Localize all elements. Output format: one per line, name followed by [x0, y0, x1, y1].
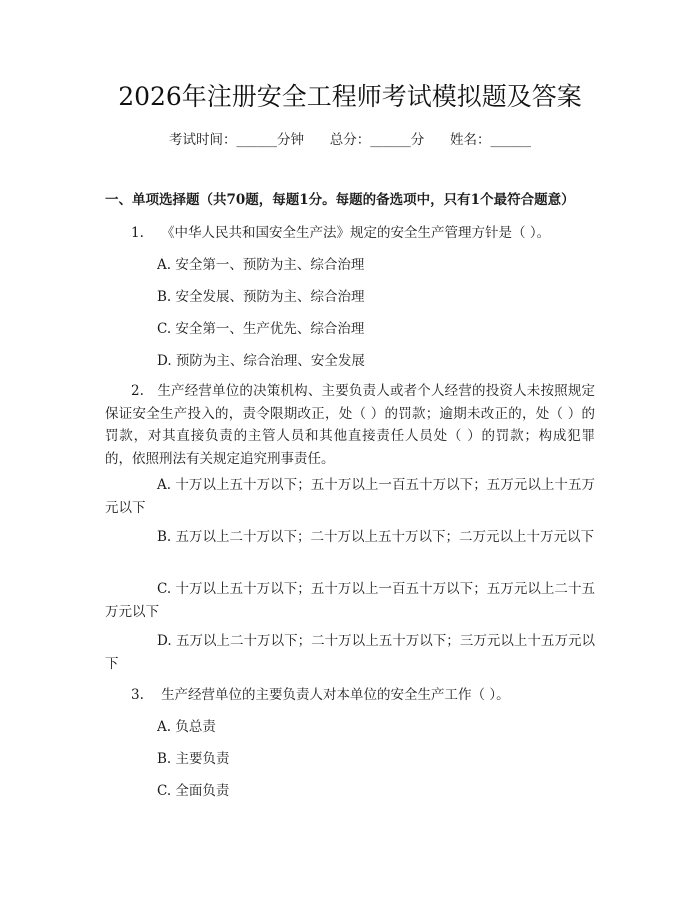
score-label: 总分：	[329, 132, 371, 148]
section-heading: 一、单项选择题（共70题，每题1分。每题的备选项中，只有1个最符合题意）	[105, 192, 575, 208]
exam-info-line	[0, 130, 700, 150]
score-unit: 分	[410, 132, 425, 148]
name-label: 姓名：	[450, 132, 491, 148]
question-1-option-d: D. 预防为主、综合治理、安全发展	[157, 353, 365, 369]
score-blank: ______	[370, 132, 411, 148]
question-text: 生产经营单位的主要负责人对本单位的安全生产工作（ ）。	[161, 687, 510, 703]
question-1-option-b: B. 安全发展、预防为主、综合治理	[157, 289, 365, 305]
question-2-option-b: B. 五万以上二十万以下；二十万以上五十万以下；二万元以上十万元以下	[157, 529, 595, 545]
time-unit: 分钟	[277, 132, 304, 148]
question-1-option-a: A. 安全第一、预防为主、综合治理	[157, 257, 365, 273]
page-title: 2026年注册安全工程师考试模拟题及答案	[118, 82, 582, 111]
question-2-option-d: D. 五万以上二十万以下；二十万以上五十万以下；三万元以上十五万元以下	[105, 633, 595, 672]
question-3	[131, 684, 621, 706]
time-blank: ______	[236, 132, 277, 148]
question-number: 2.	[131, 383, 144, 399]
question-3-option-c: C. 全面负责	[157, 783, 230, 799]
question-1-option-c: C. 安全第一、生产优先、综合治理	[157, 321, 365, 337]
question-text: 生产经营单位的决策机构、主要负责人或者个人经营的投资人未按照规定保证安全生产投入的，责令限期改正，处（ ）的罚款；逾期未改正的，处（ ）的罚款，对其直接负责的主管人员和其他直接责任人员处（ ）的罚款；构成犯罪的，依照刑法有关规定追究刑事责任。	[105, 383, 596, 467]
question-3-option-a: A. 负总责	[157, 719, 216, 735]
question-2-option-a: A. 十万以上五十万以下；五十万以上一百五十万以下；五万元以上十五万元以下	[105, 477, 595, 516]
question-2-option-c: C. 十万以上五十万以下；五十万以上一百五十万以下；五万元以上二十五万元以下	[105, 581, 595, 620]
time-label: 考试时间：	[169, 132, 237, 148]
question-number: 1.	[131, 225, 144, 241]
question-text: 《中华人民共和国安全生产法》规定的安全生产管理方针是（ ）。	[161, 225, 551, 241]
question-2	[105, 380, 595, 470]
question-1	[131, 222, 621, 244]
question-3-option-b: B. 主要负责	[157, 751, 230, 767]
name-blank: ______	[490, 132, 531, 148]
question-number: 3.	[131, 687, 144, 703]
